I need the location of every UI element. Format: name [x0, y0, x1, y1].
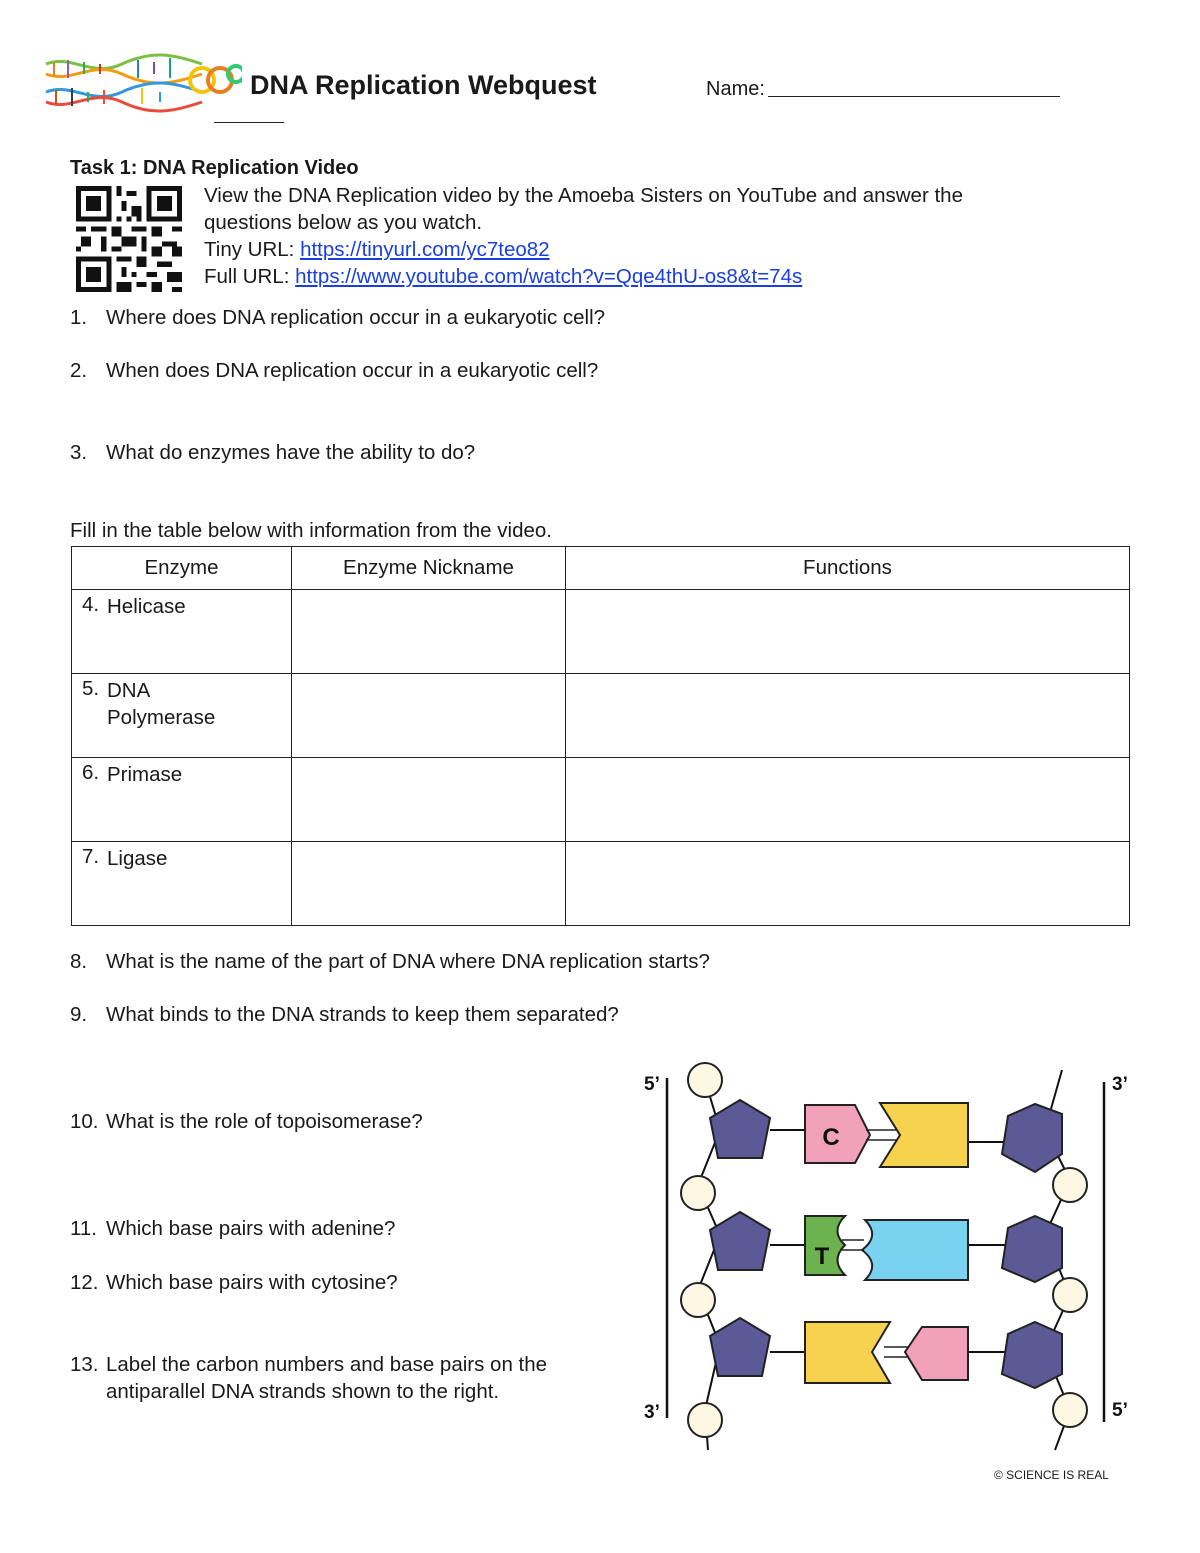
enzyme-name: Ligase [107, 847, 168, 870]
tiny-url-link[interactable]: https://tinyurl.com/yc7teo82 [300, 238, 550, 261]
copyright-notice: © SCIENCE IS REAL [994, 1468, 1109, 1482]
question-text: Where does DNA replication occur in a eukaryotic cell? [106, 306, 606, 329]
question-number: 11. [70, 1217, 97, 1240]
question-text: What binds to the DNA strands to keep them separated? [106, 1003, 619, 1026]
enzyme-name: Primase [107, 763, 183, 786]
enzyme-table [71, 546, 1130, 926]
question-text: What do enzymes have the ability to do? [106, 441, 476, 464]
row-number: 6. [82, 761, 100, 784]
question-text-block [106, 1351, 547, 1405]
nickname-answer-cell[interactable] [292, 590, 566, 674]
table-header-row [72, 547, 1130, 590]
base-label-t: T [814, 1243, 830, 1270]
phosphate-circle [1053, 1393, 1087, 1427]
question-number: 13. [70, 1353, 99, 1376]
table-row [72, 842, 1130, 926]
sugar-pentagon [710, 1318, 770, 1376]
sugar-pentagon [1002, 1216, 1062, 1282]
left-top-label: 5’ [644, 1074, 660, 1095]
enzyme-cell [72, 590, 292, 674]
question-12 [70, 1269, 398, 1296]
phosphate-circle [681, 1283, 715, 1317]
table-row [72, 590, 1130, 674]
function-answer-cell[interactable] [566, 674, 1130, 758]
enzyme-cell [72, 758, 292, 842]
function-answer-cell[interactable] [566, 758, 1130, 842]
tiny-url-line [204, 236, 1104, 263]
question-text: Label the carbon numbers and base pairs on the [106, 1353, 548, 1376]
question-number: 12. [70, 1271, 99, 1294]
phosphate-circle [1053, 1278, 1087, 1312]
question-9 [70, 1001, 619, 1028]
question-text: Which base pairs with adenine? [106, 1217, 396, 1240]
left-bottom-label: 3’ [644, 1402, 660, 1423]
tiny-url-label: Tiny URL: [204, 238, 301, 261]
question-text-continued: antiparallel DNA strands shown to the right. [106, 1380, 500, 1403]
right-top-label: 3’ [1112, 1074, 1128, 1095]
phosphate-circle [688, 1063, 722, 1097]
question-number: 3. [70, 441, 88, 464]
question-11 [70, 1215, 395, 1242]
question-number: 9. [70, 1003, 88, 1026]
question-text: What is the name of the part of DNA where DNA replication starts? [106, 950, 710, 973]
page-title: DNA Replication Webquest [250, 70, 597, 100]
question-1 [70, 304, 605, 331]
question-number: 2. [70, 359, 88, 382]
qr-code-icon [76, 186, 182, 292]
phosphate-circle [688, 1403, 722, 1437]
table-row [72, 758, 1130, 842]
right-bottom-label: 5’ [1112, 1400, 1128, 1421]
name-blank-line-continued[interactable] [214, 122, 284, 123]
question-number: 10. [70, 1110, 99, 1133]
function-answer-cell[interactable] [566, 590, 1130, 674]
question-number: 8. [70, 950, 88, 973]
sugar-pentagon [1002, 1322, 1062, 1388]
dna-logo-icon [42, 52, 242, 118]
phosphate-circle [681, 1176, 715, 1210]
nickname-answer-cell[interactable] [292, 758, 566, 842]
phosphate-circle [1053, 1168, 1087, 1202]
base-guanine-bottom [805, 1322, 890, 1383]
table-row [72, 674, 1130, 758]
name-label: Name: [706, 78, 765, 100]
question-text: When does DNA replication occur in a eukaryotic cell? [106, 359, 599, 382]
question-8 [70, 948, 710, 975]
sugar-pentagon [710, 1212, 770, 1270]
question-10 [70, 1108, 423, 1135]
base-label-c: C [822, 1124, 840, 1151]
header-enzyme: Enzyme [72, 547, 292, 590]
enzyme-name: Helicase [107, 595, 186, 618]
sugar-pentagon [1002, 1104, 1062, 1172]
instructions-line-2: questions below as you watch. [204, 211, 483, 234]
base-adenine [862, 1220, 968, 1280]
enzyme-name: DNA Polymerase [107, 679, 216, 729]
name-blank-line[interactable] [768, 96, 1060, 97]
base-guanine [880, 1103, 968, 1167]
full-url-label: Full URL: [204, 265, 296, 288]
row-number: 4. [82, 593, 100, 616]
dna-strand-diagram [600, 1050, 1160, 1460]
full-url-link[interactable]: https://www.youtube.com/watch?v=Qqe4thU-os8&t=74s [295, 265, 803, 288]
question-13 [70, 1351, 547, 1405]
question-3 [70, 439, 475, 466]
base-cytosine-bottom [905, 1327, 968, 1380]
question-number: 1. [70, 306, 88, 329]
table-caption: Fill in the table below with information from the video. [70, 519, 552, 542]
nickname-answer-cell[interactable] [292, 842, 566, 926]
function-answer-cell[interactable] [566, 842, 1130, 926]
row-number: 7. [82, 845, 100, 868]
task-heading: Task 1: DNA Replication Video [70, 157, 359, 179]
row-number: 5. [82, 677, 100, 700]
question-2 [70, 357, 598, 384]
enzyme-cell [72, 842, 292, 926]
enzyme-cell [72, 674, 292, 758]
question-text: Which base pairs with cytosine? [106, 1271, 398, 1294]
header-functions: Functions [566, 547, 1130, 590]
sugar-pentagon [710, 1100, 770, 1158]
nickname-answer-cell[interactable] [292, 674, 566, 758]
full-url-line [204, 263, 1104, 290]
task-instructions [204, 182, 1104, 290]
header-nickname: Enzyme Nickname [292, 547, 566, 590]
instructions-line-1: View the DNA Replication video by the Amoeba Sisters on YouTube and answer the [204, 184, 963, 207]
question-text: What is the role of topoisomerase? [106, 1110, 423, 1133]
